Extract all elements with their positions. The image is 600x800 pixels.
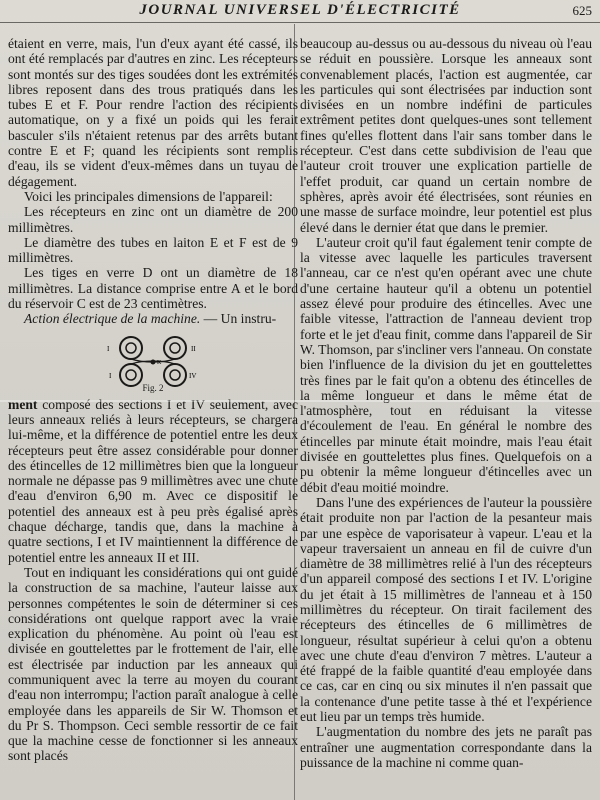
left-paragraph-8: Tout en indiquant les considérations qui ont guidé la construction de sa machine, l'auteur laisse aux personnes compétentes le soin de déterminer si ces considérations ont quelque rapport avec la vraie explication du phénomène. Au point où l'eau est divisée en gouttelettes par le frottement de l'air, elle est électrisée par induction par les anneaux qui communiquent avec la terre au moyen du courant d'eau non interrompu; l'action paraît analogue à celle employée dans les appareils de Sir W. Thomson et du Pr S. Thompson. Ceci semble ressortir de ce fait que la machine cesse de fonctionner si les anneaux sont placés	[8, 564, 298, 764]
page-header	[0, 0, 600, 23]
machine-diagram	[103, 333, 203, 389]
scan-fold-line	[0, 400, 600, 402]
right-paragraph-4: L'augmentation du nombre des jets ne paraît pas entraîner une augmentation correspondante dans la puissance de la machine ni comme quan-	[300, 724, 592, 770]
left-paragraph-2: Voici les principales dimensions de l'appareil:	[24, 188, 273, 204]
left-paragraph-7	[8, 397, 298, 565]
left-paragraph-7-lead: ment	[8, 396, 38, 412]
label-bottom-left: I	[109, 371, 112, 380]
journal-title: JOURNAL UNIVERSEL D'ÉLECTRICITÉ	[139, 2, 461, 18]
left-paragraph-1: étaient en verre, mais, l'un d'eux ayant été cassé, ils ont été remplacés par d'autres en zinc. Les récepteurs sont montés sur des tiges soudées dont les extrémités libres reposent dans des trous pratiqués dans les tubes E et F. Pour rendre l'action des récipients automatique, on y a fixé un poids qui les ferait basculer s'ils n'étaient retenus par des arrêts butant contre E et F; quand les récipients sont remplis d'eau, ils se vident d'eux-mêmes dans un tuyau de dégagement.	[8, 36, 298, 189]
label-center: K	[157, 359, 162, 366]
section-heading-rest: — Un instru-	[200, 311, 277, 327]
right-paragraph-3: Dans l'une des expériences de l'auteur la poussière était produite non par l'action de la pesanteur mais par une espèce de vaporisateur à vapeur. L'eau et la vapeur traversaient un anneau en fil de cuivre d'un diamètre de 38 millimètres relié à l'un des récepteurs d'un appareil composé des sections I et IV. L'origine du jet était à 15 millimètres de l'anneau et à 150 millimètres du récepteur. On tirait facilement des récepteurs des étincelles de 6 millimètres de longueur, résultat supérieur à celui qu'on a obtenu avec une chute d'eau d'environ 7 mètres. L'auteur a été frappé de la faible quantité d'eau employée dans ce cas, car en cinq ou six minutes il n'en passait que la contenance d'une petite tasse à thé et l'expérience eut lieu par un temps très humide.	[300, 494, 592, 725]
figure-2	[8, 333, 298, 395]
left-paragraph-3: Les récepteurs en zinc ont un diamètre de 200 millimètres.	[8, 204, 298, 235]
label-top-left: I	[107, 344, 110, 353]
label-bottom-right: IV	[189, 371, 197, 380]
left-paragraph-7-body: composé des sections I et IV seulement, avec leurs anneaux reliés à leurs récepteurs, se chargera lui-même, et la différence de potentiel entre les deux récepteurs peut être assez considérable pour donner des étincelles de 12 millimètres bien que la longueur normale ne dépasse pas 9 millimètres avec une chute d'eau d'environ 6,90 m. Avec ce dispositif le potentiel des anneaux est à peu près égalisé après chaque décharge, tandis que, dans la machine à quatre sections, I et IV maintiennent la différence de potentiel entre les anneaux II et III.	[8, 396, 298, 565]
left-paragraph-4: Le diamètre des tubes en laiton E et F est de 9 millimètres.	[8, 234, 298, 266]
page-number: 625	[572, 3, 592, 18]
right-column	[300, 36, 592, 770]
section-heading-italic: Action électrique de la machine.	[24, 311, 201, 327]
right-paragraph-1: beaucoup au-dessus ou au-dessous du niveau où l'eau se réduit en poussière. Lorsque les anneaux sont convenablement placés, l'action est augmentée, car les particules qui sont électrisées par induction sont divisées en un nombre indéfini de particules extrêment petites dont quelques-unes sont tellement fines qu'elles flottent dans l'air sans tomber dans le récepteur. C'est dans cette subdivision de l'eau que l'auteur croit trouver une explication partielle de l'effet produit, car quand un certain nombre de sphères, après avoir été électrisées, sont réunies en une masse de surface moindre, leur potentiel est plus élevé dans le dernier état que dans le premier.	[300, 36, 592, 235]
section-heading-line	[8, 311, 298, 326]
figure-caption: Fig. 2	[142, 383, 164, 394]
right-paragraph-2: L'auteur croit qu'il faut également tenir compte de la vitesse avec laquelle les particules traversent l'anneau, car ce n'est qu'en opérant avec une chute d'une certaine hauteur qu'il a obtenu un potentiel assez élevé pour produire des étincelles. Avec une faible vitesse, l'attraction de l'anneau devient trop forte et le jet d'eau finit, comme dans l'appareil de Sir W. Thomson, par s'incliner vers l'anneau. On constate bien l'influence de la division du jet en gouttelettes très fines par le fait qu'on a obtenu des étincelles de la même longueur et dans le même état de l'atmosphère, tout en réduisant la vitesse d'écoulement de l'eau. En général le nombre des étincelles par minute était moindre, mais l'eau était divisée en gouttelettes plus fines. Quelquefois on a pu obtenir la même longueur d'étincelles avec un débit d'eau moitié moindre.	[300, 234, 592, 495]
label-top-right: II	[191, 344, 196, 353]
left-paragraph-5: Les tiges en verre D ont un diamètre de 18 millimètres. La distance comprise entre A et le bord du réservoir C est de 23 centimètres.	[8, 265, 298, 312]
